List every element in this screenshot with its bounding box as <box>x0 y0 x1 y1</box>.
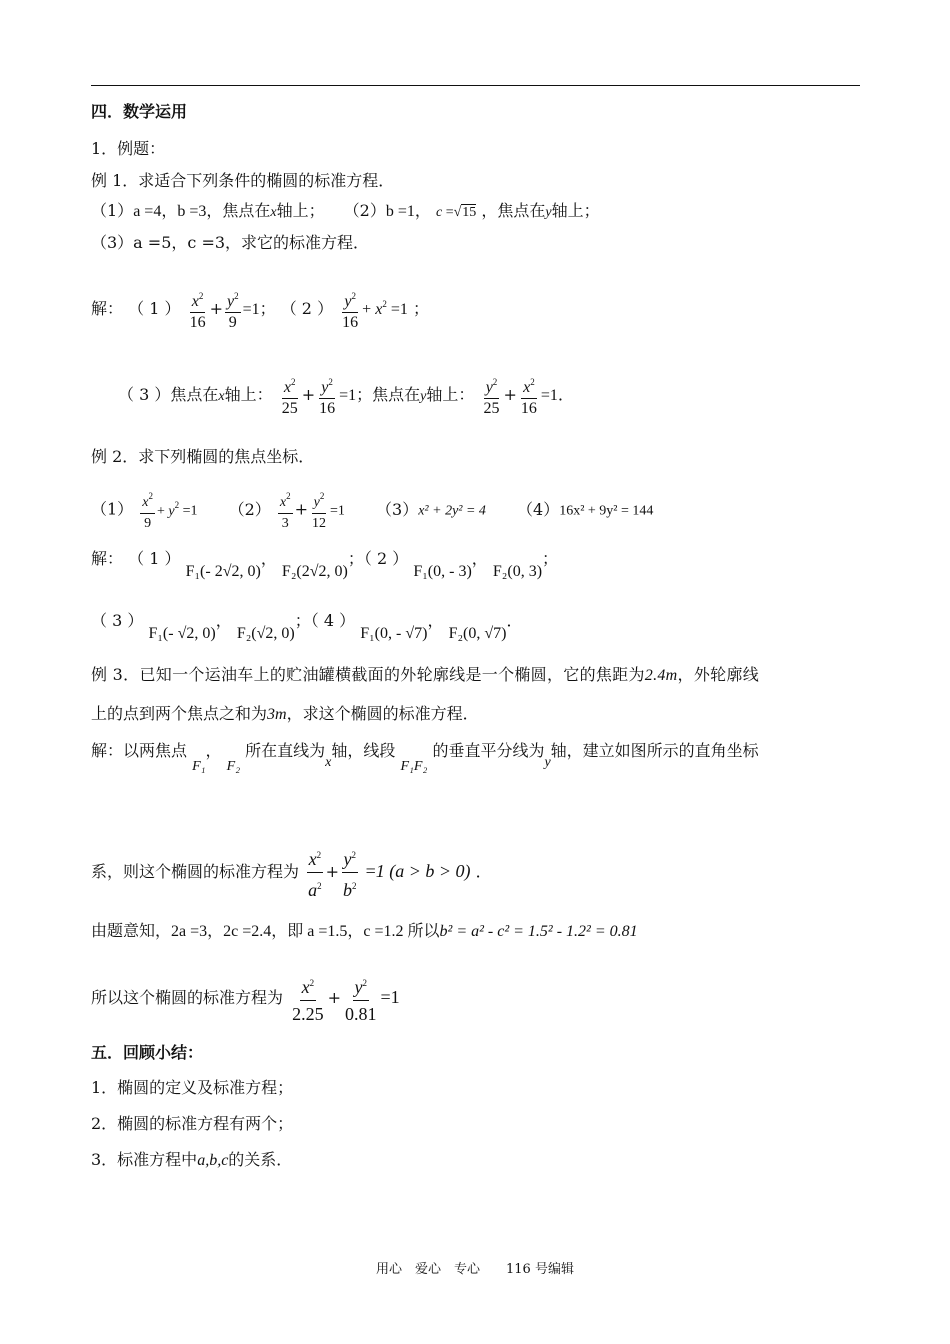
review-item-3: 3．标准方程中a,b,c的关系． <box>91 1150 293 1169</box>
section-4-heading: 四．数学运用 <box>91 102 188 121</box>
section-5-heading: 五．回顾小结： <box>91 1043 204 1062</box>
example-1-solution-a: 解： （ 1 ） $\frac{x^2}{16}$ + $\frac{y^2}{9}$ =1； （ 2 ） $\frac{y^2}{16}$ + $x^2 =1$ ； <box>91 286 429 333</box>
header-rule <box>91 85 860 86</box>
page-footer: 用心 爱心 专心 116 号编辑 <box>376 1262 574 1277</box>
review-item-1: 1．椭圆的定义及标准方程； <box>91 1078 294 1097</box>
example-1-solution-b: （ 3 ）焦点在x轴上： $\frac{x^2}{25}$ + $\frac{y^2}{16}$ =1；焦点在y轴上： $\frac{y^2}{25}$ + $\frac{x^2}{16}$ =1． <box>118 372 574 419</box>
example-3-solution-line-1: 解：以两焦点 F₁， F₂ 所在直线为x轴，线段 F₁F₂ 的垂直平分线为y轴，建立如图所示的直角坐标 <box>91 741 759 774</box>
example-1-title: 例 1．求适合下列条件的椭圆的标准方程． <box>91 171 395 190</box>
example-1-conditions: （1）a =4，b =3，焦点在x轴上； （2）b =1， c =√15 ，焦点在y轴上； <box>91 201 600 220</box>
example-2-solution-b: （ 3 ） F₁(- √2, 0)， F₂(√2, 0)；（ 4 ） F₁(0, - √7)， F₂(0, √7)． <box>91 611 523 642</box>
example-1-condition-3: （3）a =5，c =3，求它的标准方程． <box>91 233 370 252</box>
example-2-equations: （1） $\frac{x^2}{9}$ + $y^2 =1$ （2） $\frac{x^2}{3}$ + $\frac{y^2}{12}$ =1 （3）x² + 2y² = 4 （4）16x² + 9y² = 144 <box>91 486 653 534</box>
example-3-line-2: 上的点到两个焦点之和为3m，求这个椭圆的标准方程． <box>91 704 479 723</box>
example-2-title: 例 2．求下列椭圆的焦点坐标． <box>91 447 315 466</box>
examples-label: 1．例题： <box>91 139 166 158</box>
example-3-solution-line-3: 由题意知，2a =3，2c =2.4，即 a =1.5，c =1.2 所以b² = a² - c² = 1.5² - 1.2² = 0.81 <box>91 923 638 940</box>
review-item-2: 2．椭圆的标准方程有两个； <box>91 1114 294 1133</box>
example-3-line-1: 例 3．已知一个运油车上的贮油罐横截面的外轮廓线是一个椭圆，它的焦距为2.4m，外轮廓线 <box>91 665 760 684</box>
example-3-solution-line-4: 所以这个椭圆的标准方程为 $\frac{x^2}{2.25}$ + $\frac{y^2}{0.81}$ =1 <box>91 970 400 1027</box>
example-2-solution-a: 解： （ 1 ） F₁(- 2√2, 0)， F₂(2√2, 0)；（ 2 ） F₁(0, - 3)， F₂(0, 3)； <box>91 549 559 580</box>
example-3-solution-line-2: 系，则这个椭圆的标准方程为 $\frac{x^2}{a^2}$ + $\frac{y^2}{b^2}$ =1 (a > b > 0) ． <box>91 842 492 903</box>
